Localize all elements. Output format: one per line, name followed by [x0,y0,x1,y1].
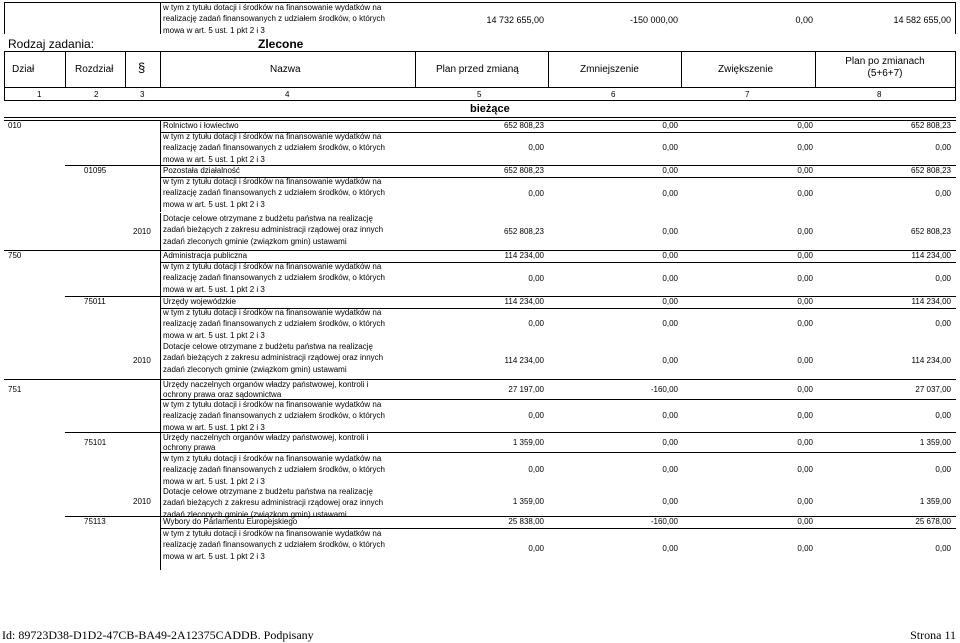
row-name: Administracja publiczna [163,251,248,260]
row-name: w tym z tytułu dotacji i środków na finansowanie wydatków na realizację zadań finansowanych z udziałem środków, o których mowa w art. 5 ust. 1 pkt 2 i 3 [163,400,385,432]
header-top-border [4,51,956,52]
row-divider [160,166,161,176]
header-plan-before: Plan przed zmianą [436,64,519,75]
colnum-5: 5 [477,90,482,99]
row-increase: 0,00 [797,189,813,198]
row-plan-before: 114 234,00 [504,297,544,306]
row-divider [160,528,161,570]
row-increase: 0,00 [797,319,813,328]
row-plan-after: 1 359,00 [919,496,951,506]
row-decrease: -160,00 [650,517,678,526]
row-plan-after: 114 234,00 [911,297,951,306]
row-plan-after: 25 678,00 [915,517,951,526]
colnum-right-border [955,87,956,100]
row-divider [160,341,161,380]
row-name: w tym z tytułu dotacji i środków na finansowanie wydatków na realizację zadań finansowanych z udziałem środków, o których mowa w art. 5 ust. 1 pkt 2 i 3 [163,132,385,164]
row-plan-after: 0,00 [935,411,951,420]
row-divider [160,307,161,341]
top-description: w tym z tytułu dotacji i środków na finansowanie wydatków na realizację zadań finansowanych z udziałem środków, o których mowa w art. 5 ust. 1 pkt 2 i 3 [163,3,385,35]
row-increase: 0,00 [797,411,813,420]
row-separator [4,379,956,380]
colnum-7: 7 [745,90,750,99]
row-name: w tym z tytułu dotacji i środków na finansowanie wydatków na realizację zadań finansowanych z udziałem środków, o których mowa w art. 5 ust. 1 pkt 2 i 3 [163,262,385,294]
row-plan-before: 0,00 [528,544,544,553]
row-plan-before: 1 359,00 [512,496,544,506]
row-name: w tym z tytułu dotacji i środków na finansowanie wydatków na realizację zadań finansowanych z udziałem środków, o których mowa w art. 5 ust. 1 pkt 2 i 3 [163,454,385,486]
header-decrease: Zmniejszenie [580,64,639,75]
row-plan-after: 652 808,23 [910,121,951,130]
header-divider-4 [415,51,416,87]
row-increase: 0,00 [797,544,813,553]
footer-page-number: Strona 11 [910,628,956,642]
top-right-border [955,2,956,34]
colnum-left-border [4,87,5,100]
row-increase: 0,00 [797,166,813,175]
colnum-6: 6 [611,90,616,99]
row-code: 2010 [133,496,151,506]
row-plan-before: 652 808,23 [503,166,544,175]
row-code: 750 [8,251,22,260]
row-name: Urzędy wojewódzkie [163,297,236,306]
row-decrease: 0,00 [662,464,678,474]
row-increase: 0,00 [797,297,813,306]
row-name: Dotacje celowe otrzymane z budżetu państwa na realizację zadań bieżących z zakresu administracji rządowej oraz innych zadań zleconych gminie (związkom gmin) ustawami [163,214,384,246]
row-code: 010 [8,121,22,130]
row-divider [160,251,161,261]
row-divider [160,297,161,307]
row-divider [160,261,161,297]
task-type-value: Zlecone [258,37,304,51]
row-plan-before: 114 234,00 [504,251,544,260]
row-plan-after: 652 808,23 [910,227,951,236]
row-decrease: 0,00 [662,411,678,420]
row-increase: 0,00 [797,438,813,447]
section-label: bieżące [470,103,510,115]
row-name: w tym z tytułu dotacji i środków na finansowanie wydatków na realizację zadań finansowanych z udziałem środków, o których mowa w art. 5 ust. 1 pkt 2 i 3 [163,177,385,209]
row-plan-after: 0,00 [935,464,951,474]
header-rozdzial: Rozdział [75,64,114,75]
row-plan-before: 0,00 [528,464,544,474]
header-left-border [4,51,5,87]
row-decrease: 0,00 [662,251,678,260]
row-plan-after: 652 808,23 [910,166,951,175]
row-name: Rolnictwo i łowiectwo [163,121,239,130]
header-bottom-border [4,87,956,88]
row-separator [65,296,956,297]
row-divider [160,380,161,399]
row-decrease: 0,00 [662,438,678,447]
header-paragraf: § [138,60,146,75]
top-left-border [4,2,5,34]
row-plan-before: 0,00 [528,411,544,420]
row-decrease: 0,00 [662,355,678,365]
header-divider-2 [125,51,126,87]
row-divider [160,453,161,486]
row-plan-before: 27 197,00 [508,384,544,394]
row-increase: 0,00 [797,384,813,394]
top-increase: 0,00 [795,15,813,25]
row-plan-after: 1 359,00 [919,438,951,447]
top-decrease: -150 000,00 [629,15,678,25]
row-name: w tym z tytułu dotacji i środków na finansowanie wydatków na realizację zadań finansowanych z udziałem środków, o których mowa w art. 5 ust. 1 pkt 2 i 3 [163,308,385,340]
row-plan-before: 0,00 [528,319,544,328]
top-border [4,2,956,3]
row-code: 75011 [84,297,106,306]
row-code: 75101 [84,438,107,447]
row-separator [65,165,956,166]
row-plan-before: 1 359,00 [512,438,544,447]
row-increase: 0,00 [797,121,813,130]
colnum-4: 4 [285,90,290,99]
colnum-3: 3 [140,90,145,99]
header-divider-1 [65,51,66,87]
colnum-1: 1 [37,90,42,99]
row-decrease: 0,00 [662,166,678,175]
row-decrease: 0,00 [662,274,678,283]
row-increase: 0,00 [797,496,813,506]
row-code: 2010 [133,227,151,236]
section-bottom-border [4,117,956,118]
row-plan-after: 0,00 [935,319,951,328]
row-separator [4,250,956,251]
row-divider [160,486,161,517]
row-plan-after: 27 037,00 [915,384,951,394]
header-increase: Zwiększenie [718,64,774,75]
row-plan-after: 0,00 [935,274,951,283]
header-plan-after: Plan po zmianach (5+6+7) [845,56,925,79]
row-divider [160,399,161,433]
colnum-bottom-border [4,100,956,101]
row-divider [160,176,161,212]
row-increase: 0,00 [797,464,813,474]
row-separator [4,120,956,121]
top-plan-before: 14 732 655,00 [486,15,544,25]
header-divider-6 [681,51,682,87]
colnum-8: 8 [877,90,882,99]
row-decrease: 0,00 [662,189,678,198]
row-plan-before: 25 838,00 [508,517,544,526]
row-separator [65,432,956,433]
row-code: 2010 [133,355,151,365]
row-divider [160,121,161,131]
row-name: Dotacje celowe otrzymane z budżetu państwa na realizację zadań bieżących z zakresu administracji rządowej oraz innych zadań zleconych gminie (związkom gmin) ustawami [163,487,384,519]
colnum-2: 2 [94,90,99,99]
row-decrease: -160,00 [650,384,678,394]
row-plan-before: 0,00 [528,143,544,152]
row-decrease: 0,00 [662,496,678,506]
row-increase: 0,00 [797,143,813,152]
row-plan-after: 0,00 [935,143,951,152]
row-increase: 0,00 [797,355,813,365]
header-right-border [955,51,956,87]
row-increase: 0,00 [797,227,813,236]
row-divider [160,213,161,251]
row-plan-before: 652 808,23 [503,121,544,130]
row-plan-before: 114 234,00 [504,355,544,365]
row-divider [160,517,161,528]
row-plan-before: 0,00 [528,274,544,283]
row-increase: 0,00 [797,517,813,526]
row-decrease: 0,00 [662,319,678,328]
row-divider [160,433,161,453]
top-plan-after: 14 582 655,00 [893,15,951,25]
row-name: Dotacje celowe otrzymane z budżetu państwa na realizację zadań bieżących z zakresu administracji rządowej oraz innych zadań zleconych gminie (związkom gmin) ustawami [163,342,384,374]
row-plan-after: 114 234,00 [911,355,951,365]
row-name: Wybory do Parlamentu Europejskiego [163,517,298,526]
row-divider [160,131,161,165]
row-plan-before: 652 808,23 [503,227,544,236]
row-increase: 0,00 [797,274,813,283]
header-divider-5 [548,51,549,87]
task-type-label: Rodzaj zadania: [8,37,95,51]
row-increase: 0,00 [797,251,813,260]
row-name: Pozostała działalność [163,166,240,175]
row-code: 751 [8,384,22,394]
row-separator [65,516,956,517]
header-dzial: Dział [12,64,35,75]
header-divider-3 [160,51,161,87]
row-code: 75113 [84,517,106,526]
row-name: w tym z tytułu dotacji i środków na finansowanie wydatków na realizację zadań finansowanych z udziałem środków, o których mowa w art. 5 ust. 1 pkt 2 i 3 [163,529,385,561]
row-plan-before: 0,00 [528,189,544,198]
row-name: Urzędy naczelnych organów władzy państwowej, kontroli i ochrony prawa oraz sądownictwa [163,380,369,399]
row-decrease: 0,00 [662,297,678,306]
footer-document-id: Id: 89723D38-D1D2-47CB-BA49-2A12375CADDB. Podpisany [2,628,314,642]
row-decrease: 0,00 [662,544,678,553]
top-desc-divider [160,2,161,34]
header-divider-7 [815,51,816,87]
row-decrease: 0,00 [662,227,678,236]
row-plan-after: 0,00 [935,544,951,553]
row-code: 01095 [84,166,107,175]
row-decrease: 0,00 [662,121,678,130]
row-decrease: 0,00 [662,143,678,152]
row-plan-after: 114 234,00 [911,251,951,260]
row-name: Urzędy naczelnych organów władzy państwowej, kontroli i ochrony prawa [163,433,369,452]
row-plan-after: 0,00 [935,189,951,198]
header-nazwa: Nazwa [270,64,301,75]
